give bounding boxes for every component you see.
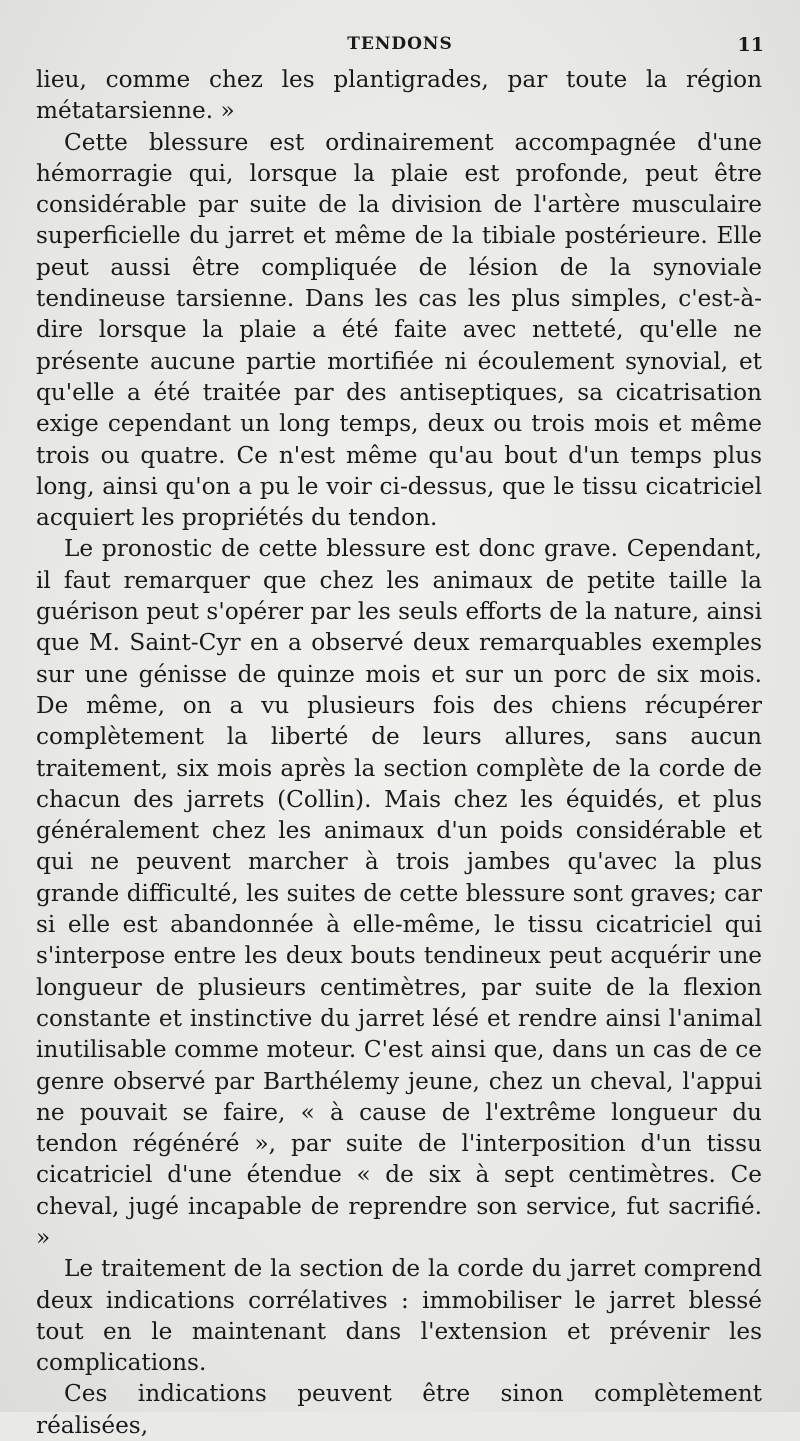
running-head [0,34,800,58]
paragraph-continuation: lieu, comme chez les plantigrades, par toute la région métatarsienne. » [36,66,762,125]
paragraph-treatment: Le traitement de la section de la corde du jarret comprend deux indications corrélatives : immobiliser le jarret blessé tout en le maintenant dans l'extension et prévenir les complications. [36,1255,762,1377]
body-text [36,64,762,1441]
running-title: TENDONS [347,34,453,54]
paragraph-prognosis: Le pronostic de cette blessure est donc grave. Cependant, il faut remarquer que chez les animaux de petite taille la guérison peut s'opérer par les seuls efforts de la nature, ainsi que M. Saint-Cyr en a observé deux remarquables exemples sur une génisse de quinze mois et sur un porc de six mois. De même, on a vu plusieurs fois des chiens récupérer complètement la liberté de leurs allures, sans aucun traitement, six mois après la section complète de la corde de chacun des jarrets (Collin). Mais chez les équidés, et plus généralement chez les animaux d'un poids considérable et qui ne peuvent marcher à trois jambes qu'avec la plus grande difficulté, les suites de cette blessure sont graves; car si elle est abandonnée à elle-même, le tissu cicatriciel qui s'interpose entre les deux bouts tendineux peut acquérir une longueur de plusieurs centimètres, par suite de la flexion constante et instinctive du jarret lésé et rendre ainsi l'animal inutilisable comme moteur. C'est ainsi que, dans un cas de ce genre observé par Barthélemy jeune, chez un cheval, l'appui ne pouvait se faire, « à cause de l'extrême longueur du tendon régénéré », par suite de l'interposition d'un tissu cicatriciel d'une étendue « de six à sept centimètres. Ce cheval, jugé incapable de reprendre son service, fut sacrifié. » [36,535,762,1251]
paragraph-indications: Ces indications peuvent être sinon complètement réalisées, [36,1380,762,1439]
page-number: 11 [737,34,764,56]
paragraph-hemorrhage: Cette blessure est ordinairement accompagnée d'une hémorragie qui, lorsque la plaie est profonde, peut être considérable par suite de la division de l'artère musculaire superficielle du jarret et même de la tibiale postérieure. Elle peut aussi être compliquée de lésion de la synoviale tendineuse tarsienne. Dans les cas les plus simples, c'est-à-dire lorsque la plaie a été faite avec netteté, qu'elle ne présente aucune partie mortifiée ni écoulement synovial, et qu'elle a été traitée par des antiseptiques, sa cicatrisation exige cependant un long temps, deux ou trois mois et même trois ou quatre. Ce n'est même qu'au bout d'un temps plus long, ainsi qu'on a pu le voir ci-dessus, que le tissu cicatriciel acquiert les propriétés du tendon. [36,128,762,532]
